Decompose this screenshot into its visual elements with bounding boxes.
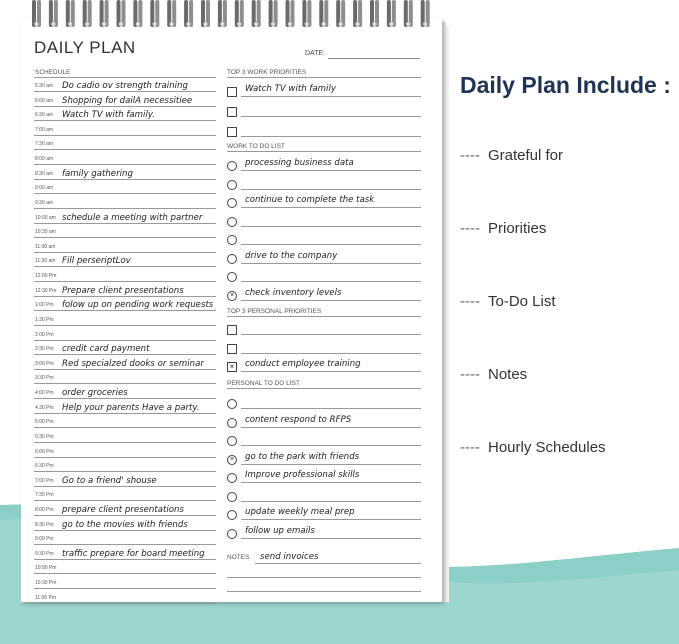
schedule-rule	[34, 223, 216, 224]
time-slot-label: 6:30 Pm	[35, 463, 54, 470]
schedule-rule	[34, 500, 216, 501]
time-slot-label: 9:30 am	[35, 199, 54, 206]
schedule-rule	[34, 398, 216, 399]
notes-entry[interactable]: send invoices	[260, 552, 319, 562]
spiral-ring	[66, 0, 75, 27]
spiral-ring	[421, 0, 430, 27]
spiral-ring	[32, 0, 41, 27]
schedule-rule	[34, 237, 216, 238]
personal-priority-item[interactable]: conduct employee training	[245, 359, 361, 369]
work-todo-heading: WORK TO DO LIST	[227, 143, 285, 150]
spiral-ring	[370, 0, 379, 27]
checkbox[interactable]	[227, 127, 237, 137]
radio-circle[interactable]	[227, 473, 237, 483]
schedule-rule	[34, 544, 216, 545]
work-priorities-heading: TOP 3 WORK PRIORITIES	[227, 69, 307, 76]
spiral-ring	[218, 0, 227, 27]
spiral-ring	[269, 0, 278, 27]
personal-todo-heading: PERSONAL TO DO LIST	[227, 380, 300, 387]
time-slot-label: 11:00 am	[35, 243, 56, 250]
schedule-heading: SCHEDULE	[35, 69, 71, 76]
notes-heading: NOTES	[227, 554, 250, 561]
time-slot-label: 8:30 Pm	[35, 521, 54, 528]
spiral-ring	[150, 0, 159, 27]
schedule-rule	[34, 471, 216, 472]
spiral-ring	[100, 0, 109, 27]
feature-item	[460, 366, 527, 383]
time-slot-label: 4:00 Pm	[35, 390, 54, 397]
work-todo-item[interactable]: processing business data	[245, 158, 354, 168]
item-rule	[241, 281, 421, 282]
checkbox[interactable]	[227, 107, 237, 117]
feature-item	[460, 293, 556, 310]
personal-todo-item[interactable]: Improve professional skills	[245, 470, 360, 480]
schedule-entry[interactable]: credit card payment	[62, 344, 150, 355]
time-slot-label: 6:30 am	[35, 112, 54, 119]
feature-label: Hourly Schedules	[487, 439, 606, 456]
time-slot-label: 10:30 am	[35, 229, 56, 236]
radio-circle[interactable]	[227, 492, 237, 502]
schedule-entry[interactable]: Shopping for dailA necessitiee	[62, 95, 193, 106]
notes-rule	[255, 563, 421, 564]
time-slot-label: 6:00 am	[35, 97, 54, 104]
time-slot-label: 7:00 am	[35, 126, 54, 133]
spiral-ring	[252, 0, 261, 27]
radio-circle[interactable]	[227, 418, 237, 428]
schedule-rule	[34, 149, 216, 150]
radio-circle[interactable]: ×	[227, 291, 237, 301]
radio-circle[interactable]	[227, 510, 237, 520]
spiral-ring	[302, 0, 311, 27]
item-rule	[241, 445, 421, 446]
schedule-entry[interactable]: Red specialzed dooks or seminar	[62, 358, 204, 369]
schedule-entry[interactable]: order groceries	[62, 388, 128, 399]
radio-circle[interactable]	[227, 217, 237, 227]
time-slot-label: 8:00 Pm	[35, 506, 54, 513]
dash-marker: ----	[460, 439, 480, 456]
radio-circle[interactable]: ×	[227, 455, 237, 465]
item-rule	[241, 96, 421, 97]
checkbox[interactable]	[227, 344, 237, 354]
schedule-rule	[34, 266, 216, 267]
time-slot-label: 5:30 am	[35, 83, 54, 89]
schedule-rule	[34, 208, 216, 209]
radio-circle[interactable]	[227, 235, 237, 245]
item-rule	[241, 300, 421, 301]
schedule-rule	[34, 354, 216, 355]
time-slot-label: 12:00 Pm	[35, 273, 57, 280]
notes-rule	[227, 591, 421, 592]
section-rule	[227, 388, 421, 389]
spiral-binding	[24, 0, 436, 30]
schedule-rule	[34, 515, 216, 516]
time-slot-label: 8:30 am	[35, 170, 54, 177]
schedule-entry[interactable]: folow up on pending work requests	[62, 300, 214, 311]
schedule-entry[interactable]: Watch TV with family.	[62, 110, 155, 121]
item-rule	[241, 226, 421, 227]
radio-circle[interactable]	[227, 529, 237, 539]
feature-label: To-Do List	[487, 293, 556, 310]
dash-marker: ----	[460, 147, 480, 164]
time-slot-label: 4:30 Pm	[35, 404, 54, 411]
time-slot-label: 10:00 am	[35, 214, 56, 221]
schedule-rule	[34, 179, 216, 180]
spiral-ring	[184, 0, 193, 27]
item-rule	[241, 207, 421, 208]
schedule-rule	[34, 252, 216, 253]
spiral-ring	[117, 0, 126, 27]
schedule-rule	[34, 603, 216, 604]
work-todo-item[interactable]: check inventory levels	[245, 287, 342, 298]
schedule-rule	[34, 193, 216, 194]
spiral-ring	[49, 0, 58, 27]
spiral-ring	[286, 0, 295, 27]
personal-todo-item[interactable]: content respond to RFPS	[245, 414, 352, 425]
spiral-ring	[201, 0, 210, 27]
time-slot-label: 3:30 Pm	[35, 375, 54, 382]
schedule-rule	[34, 588, 216, 589]
feature-item	[460, 439, 606, 456]
item-rule	[241, 116, 421, 117]
personal-priorities-heading: TOP 3 PERSONAL PRIORITIES	[227, 308, 322, 315]
schedule-rule	[34, 442, 216, 443]
schedule-rule	[34, 573, 216, 574]
item-rule	[241, 334, 421, 335]
checkbox[interactable]	[227, 325, 237, 335]
work-todo-item[interactable]: drive to the company	[245, 250, 338, 261]
time-slot-label: 7:00 Pm	[35, 477, 54, 484]
schedule-rule	[34, 559, 216, 560]
time-slot-label: 6:00 Pm	[35, 448, 54, 455]
radio-circle[interactable]	[227, 180, 237, 190]
feature-label: Notes	[487, 366, 528, 383]
item-rule	[241, 263, 421, 264]
page-edge	[442, 22, 446, 602]
radio-circle[interactable]	[227, 399, 237, 409]
radio-circle[interactable]	[227, 198, 237, 208]
dash-marker: ----	[460, 293, 480, 310]
schedule-heading-rule	[34, 77, 216, 78]
schedule-entry[interactable]: Help your parents Have a party.	[62, 402, 200, 413]
schedule-entry[interactable]: Go to a friend' shouse	[62, 475, 157, 486]
time-slot-label: 5:00 Pm	[35, 419, 54, 426]
schedule-rule	[34, 120, 216, 121]
section-rule	[227, 77, 421, 78]
schedule-entry[interactable]: prepare client presentations	[62, 504, 184, 515]
dash-marker: ----	[460, 220, 480, 237]
feature-label: Grateful for	[487, 147, 564, 164]
schedule-rule	[34, 281, 216, 282]
time-slot-label: 2:00 Pm	[35, 331, 54, 338]
time-slot-label: 12:30 Pm	[35, 287, 57, 294]
dash-marker: ----	[460, 366, 480, 383]
schedule-rule	[34, 106, 216, 107]
work-todo-item[interactable]: continue to complete the task	[245, 195, 375, 205]
time-slot-label: 1:00 Pm	[35, 302, 54, 309]
time-slot-label: 5:30 Pm	[35, 433, 54, 440]
side-title: Daily Plan Include :	[460, 72, 671, 98]
feature-item	[460, 220, 546, 237]
schedule-entry[interactable]: Do cadio ov strength training	[62, 81, 188, 91]
spiral-ring	[133, 0, 142, 27]
personal-todo-item[interactable]: follow up emails	[245, 525, 315, 536]
radio-circle[interactable]	[227, 161, 237, 171]
time-slot-label: 11:30 am	[35, 258, 56, 265]
page-edge	[446, 26, 449, 602]
time-slot-label: 8:00 am	[35, 156, 54, 163]
schedule-entry[interactable]: go to the movies with friends	[62, 519, 188, 530]
schedule-rule	[34, 340, 216, 341]
personal-todo-item[interactable]: update weekly meal prep	[245, 507, 355, 517]
schedule-rule	[34, 296, 216, 297]
schedule-entry[interactable]: schedule a meeting with partner	[62, 212, 203, 223]
time-slot-label: 7:30 am	[35, 141, 54, 148]
work-priority-item[interactable]: Watch TV with family	[245, 84, 336, 94]
spiral-ring	[235, 0, 244, 27]
schedule-rule	[34, 325, 216, 326]
time-slot-label: 11:00 Pm	[35, 594, 57, 601]
item-rule	[241, 353, 421, 354]
item-rule	[241, 408, 421, 409]
spiral-ring	[336, 0, 345, 27]
schedule-rule	[34, 530, 216, 531]
time-slot-label: 10:30 Pm	[35, 580, 57, 587]
item-rule	[241, 244, 421, 245]
time-slot-label: 1:30 Pm	[35, 316, 54, 323]
section-rule	[227, 316, 421, 317]
time-slot-label: 7:30 Pm	[35, 492, 54, 499]
checkbox[interactable]	[227, 87, 237, 97]
schedule-entry[interactable]: Prepare client presentations	[62, 285, 184, 296]
radio-circle[interactable]	[227, 254, 237, 264]
spiral-ring	[404, 0, 413, 27]
personal-todo-item[interactable]: go to the park with friends	[245, 451, 360, 462]
time-slot-label: 9:00 am	[35, 185, 54, 192]
item-rule	[241, 464, 421, 465]
spiral-ring	[167, 0, 176, 27]
spiral-ring	[387, 0, 396, 27]
radio-circle[interactable]	[227, 436, 237, 446]
schedule-entry[interactable]: traffic prepare for board meeting	[62, 548, 205, 559]
time-slot-label: 9:00 Pm	[35, 536, 54, 543]
item-rule	[241, 136, 421, 137]
schedule-rule	[34, 91, 216, 92]
schedule-rule	[34, 369, 216, 370]
item-rule	[241, 170, 421, 171]
item-rule	[241, 501, 421, 502]
schedule-entry[interactable]: family gathering	[62, 168, 133, 179]
section-rule	[227, 151, 421, 152]
page-title: DAILY PLAN	[34, 38, 136, 57]
spiral-ring	[83, 0, 92, 27]
time-slot-label: 2:30 Pm	[35, 346, 54, 353]
schedule-rule	[34, 310, 216, 311]
item-rule	[241, 519, 421, 520]
schedule-rule	[34, 135, 216, 136]
schedule-rule	[34, 486, 216, 487]
item-rule	[241, 538, 421, 539]
spiral-ring	[353, 0, 362, 27]
schedule-rule	[34, 457, 216, 458]
feature-item	[460, 147, 563, 164]
feature-label: Priorities	[487, 220, 547, 237]
item-rule	[241, 482, 421, 483]
date-field[interactable]	[328, 58, 420, 59]
item-rule	[241, 427, 421, 428]
schedule-rule	[34, 164, 216, 165]
checkbox[interactable]: ×	[227, 362, 237, 372]
schedule-rule	[34, 427, 216, 428]
time-slot-label: 10:00 Pm	[35, 565, 57, 572]
item-rule	[241, 371, 421, 372]
schedule-rule	[34, 413, 216, 414]
notes-rule	[227, 577, 421, 578]
schedule-entry[interactable]: Fill perseriptLov	[62, 256, 131, 267]
time-slot-label: 9:30 Pm	[35, 550, 54, 557]
spiral-ring	[319, 0, 328, 27]
schedule-rule	[34, 383, 216, 384]
time-slot-label: 3:00 Pm	[35, 360, 54, 367]
radio-circle[interactable]	[227, 272, 237, 282]
date-label: DATE:	[305, 50, 326, 57]
item-rule	[241, 189, 421, 190]
